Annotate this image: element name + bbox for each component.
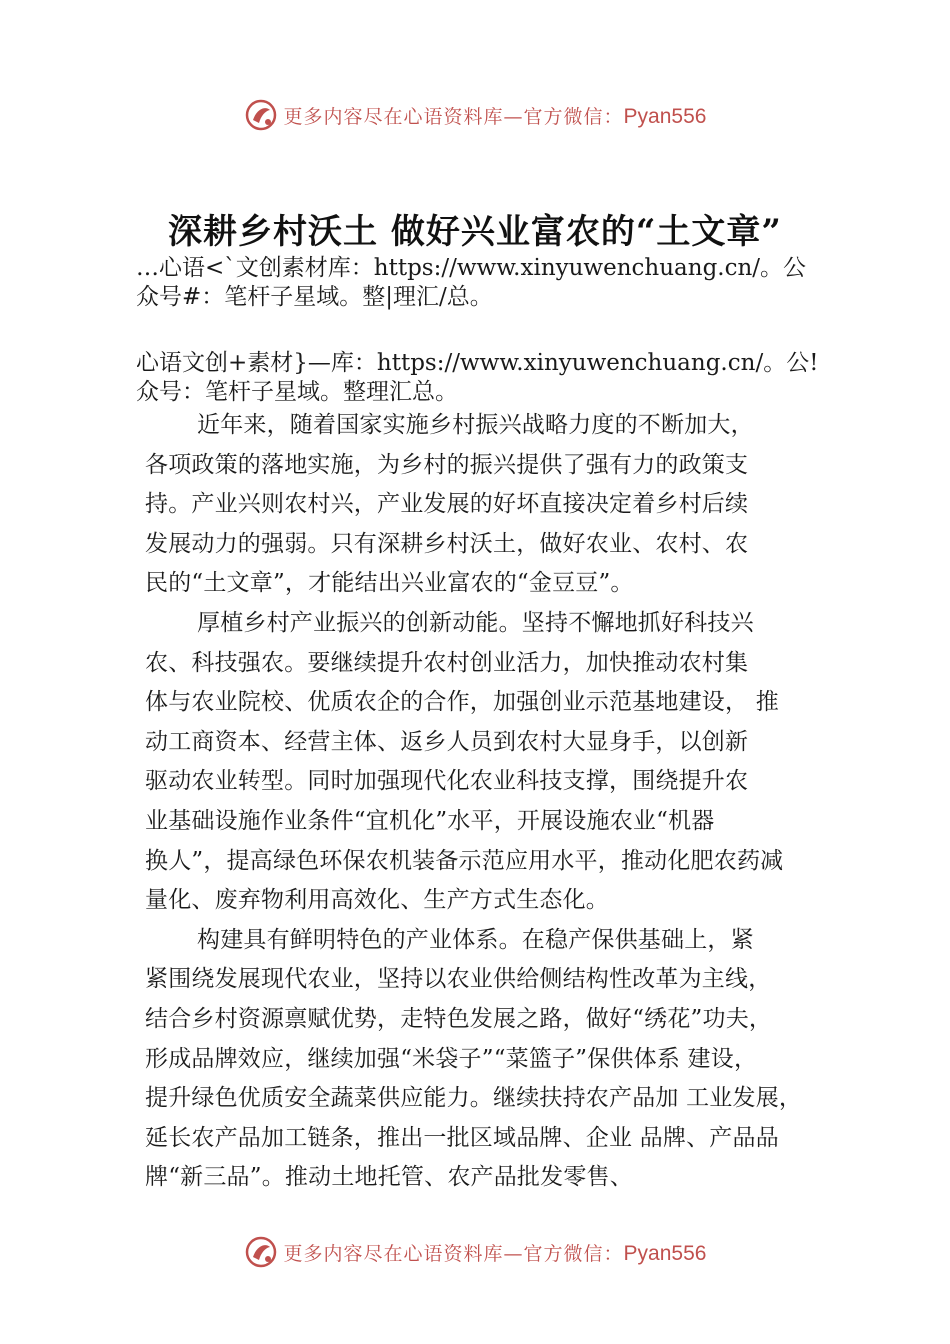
watermark-line: …心语<`文创素材库：https://www.xinyuwenchuang.cn/。公 bbox=[136, 255, 807, 281]
text-line: 形成品牌效应，继续加强“米袋子”“菜篮子”保供体系 建设， bbox=[145, 1045, 758, 1072]
text-line: 提升绿色优质安全蔬菜供应能力。继续扶持农产品加 工业发展， bbox=[145, 1085, 803, 1112]
text-line: 换人”，提高绿色环保农机装备示范应用水平，推动化肥农药减 bbox=[145, 847, 784, 874]
logo-icon bbox=[244, 98, 278, 132]
header-banner bbox=[0, 95, 950, 135]
watermark-line: 心语文创+素材}—库：https://www.xinyuwenchuang.cn/。公! bbox=[136, 350, 819, 376]
text-line: 构建具有鲜明特色的产业体系。在稳产保供基础上，紧 bbox=[197, 926, 754, 953]
text-line: 近年来，随着国家实施乡村振兴战略力度的不断加大， bbox=[197, 412, 754, 438]
text-line: 厚植乡村产业振兴的创新动能。坚持不懈地抓好科技兴 bbox=[197, 609, 754, 636]
text-line: 结合乡村资源禀赋优势，走特色发展之路，做好“绣花”功夫， bbox=[145, 1005, 773, 1032]
text-line: 民的“土文章”，才能结出兴业富农的“金豆豆”。 bbox=[145, 570, 634, 597]
logo-icon bbox=[244, 1235, 278, 1269]
wechat-id: Pyan556 bbox=[623, 104, 707, 128]
text-line: 业基础设施作业条件“宜机化”水平，开展设施农业“机器 bbox=[145, 807, 715, 834]
text-line: 量化、废弃物利用高效化、生产方式生态化。 bbox=[145, 887, 609, 914]
text-line: 牌“新三品”。推动土地托管、农产品批发零售、 bbox=[145, 1164, 633, 1191]
text-line: 农、科技强农。要继续提升农村创业活力，加快推动农村集 bbox=[145, 649, 749, 676]
article-body bbox=[145, 406, 845, 1198]
text-line: 动工商资本、经营主体、返乡人员到农村大显身手，以创新 bbox=[145, 728, 749, 755]
text-line: 紧围绕发展现代农业，坚持以农业供给侧结构性改革为主线， bbox=[145, 966, 772, 993]
watermark-line: 众号：笔杆子星域。整理汇总。 bbox=[136, 379, 458, 405]
text-line: 各项政策的落地实施，为乡村的振兴提供了强有力的政策支 bbox=[145, 451, 749, 478]
wechat-id: Pyan556 bbox=[623, 1241, 707, 1265]
banner-text: 更多内容尽在心语资料库—官方微信：Pyan556 bbox=[283, 104, 707, 128]
banner-text: 更多内容尽在心语资料库—官方微信：Pyan556 bbox=[283, 1241, 707, 1265]
text-line: 发展动力的强弱。只有深耕乡村沃土，做好农业、农村、农 bbox=[145, 530, 749, 557]
text-line: 持。产业兴则农村兴，产业发展的好坏直接决定着乡村后续 bbox=[145, 491, 749, 518]
watermark-line: 众号#：笔杆子星域。整|理汇/总。 bbox=[136, 284, 493, 310]
page-title: 深耕乡村沃土 做好兴业富农的“土文章” bbox=[168, 212, 782, 252]
text-line: 体与农业院校、优质农企的合作，加强创业示范基地建设， 推 bbox=[145, 689, 779, 716]
text-line: 延长农产品加工链条，推出一批区域品牌、企业 品牌、产品品 bbox=[145, 1124, 779, 1151]
text-line: 驱动农业转型。同时加强现代化农业科技支撑，围绕提升农 bbox=[145, 768, 749, 795]
footer-banner bbox=[0, 1232, 950, 1272]
